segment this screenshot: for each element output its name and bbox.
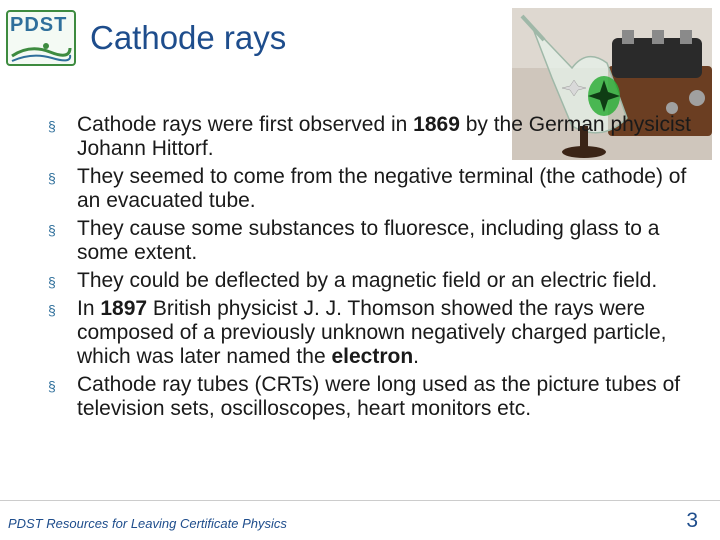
bullet-text: They could be deflected by a magnetic field or an electric field.: [77, 269, 658, 292]
bullet-bold: 1869: [413, 113, 460, 136]
pdst-logo: [6, 10, 78, 68]
logo-swoosh-icon: [10, 40, 72, 64]
bullet-list: [44, 113, 694, 425]
bullet-marker-icon: §: [48, 222, 56, 238]
bullet-bold: 1897: [100, 297, 148, 320]
logo-text: PDST: [10, 14, 68, 36]
bullet-item: [44, 297, 694, 369]
bullet-item: [44, 217, 694, 265]
bullet-text: Cathode ray tubes (CRTs) were long used as the picture tubes of television sets, oscilloscopes, heart monitors etc.: [77, 373, 681, 420]
footer-divider: [0, 500, 720, 501]
slide-title: Cathode rays: [90, 19, 287, 56]
bullet-item: [44, 113, 694, 161]
footer-text: PDST Resources for Leaving Certificate Physics: [8, 516, 287, 531]
bullet-text: Cathode rays were first observed in: [77, 113, 414, 136]
bullet-marker-icon: §: [48, 170, 56, 186]
bullet-text: by the German physicist Johann Hittorf.: [77, 113, 691, 160]
page-number: 3: [686, 509, 698, 532]
bullet-text: They seemed to come from the negative terminal (the cathode) of an evacuated tube.: [77, 165, 687, 212]
bullet-item: [44, 165, 694, 213]
bullet-text: They cause some substances to fluoresce, including glass to a some extent.: [77, 217, 660, 264]
bullet-item: [44, 269, 694, 293]
bullet-marker-icon: §: [48, 274, 56, 290]
bullet-marker-icon: §: [48, 378, 56, 394]
bullet-text: In: [77, 297, 101, 320]
bullet-item: [44, 373, 694, 421]
bullet-marker-icon: §: [48, 302, 56, 318]
bullet-text: .: [413, 345, 420, 368]
bullet-marker-icon: §: [48, 118, 56, 134]
bullet-text: British physicist J. J. Thomson showed the rays were composed of a previously unknown negatively charged particle, which was later named the: [77, 297, 667, 368]
bullet-bold: electron: [331, 345, 414, 368]
